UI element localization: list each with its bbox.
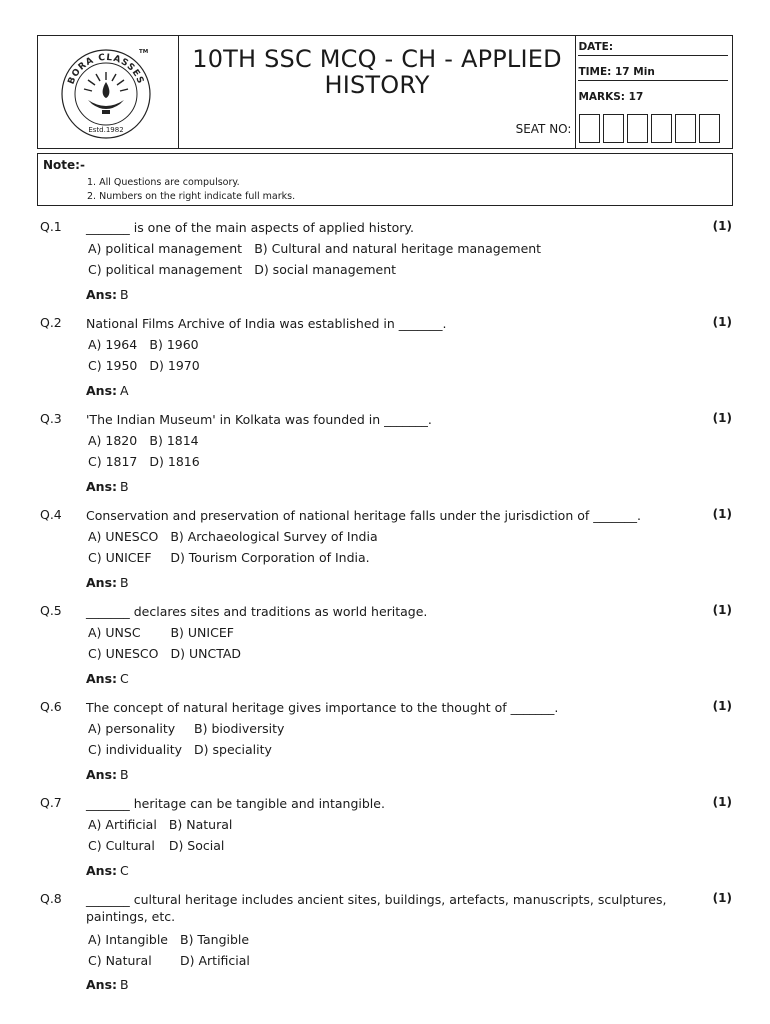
title-line-1: 10TH SSC MCQ - CH - APPLIED [192, 45, 562, 73]
question-number: Q.8 [40, 891, 62, 906]
option[interactable]: C) 1950 [88, 358, 138, 373]
answer-label: Ans: [86, 479, 118, 494]
option[interactable]: A) Artificial [88, 817, 157, 832]
options [88, 238, 553, 280]
answer-value: B [120, 977, 129, 992]
date-label: DATE: [578, 41, 728, 56]
option[interactable]: C) individuality [88, 742, 183, 757]
question-text: The concept of natural heritage gives importance to the thought of _______. [86, 700, 559, 715]
question-marks: (1) [712, 891, 732, 905]
question-marks: (1) [712, 699, 732, 713]
answer [86, 287, 129, 302]
option[interactable]: D) UNCTAD [170, 646, 242, 661]
answer-label: Ans: [86, 383, 118, 398]
option[interactable]: D) 1970 [149, 358, 200, 373]
option[interactable]: B) Tangible [180, 932, 250, 947]
answer-value: B [120, 287, 129, 302]
answer [86, 977, 129, 992]
question-marks: (1) [712, 795, 732, 809]
seat-no-label: SEAT NO: [515, 122, 572, 136]
options [88, 526, 390, 568]
answer-label: Ans: [86, 575, 118, 590]
option[interactable]: C) Cultural [88, 838, 155, 853]
seat-box[interactable] [675, 114, 696, 143]
exam-title [179, 46, 576, 98]
option[interactable]: D) Tourism Corporation of India. [170, 550, 370, 565]
option[interactable]: B) Cultural and natural heritage management [254, 241, 542, 256]
seat-box[interactable] [579, 114, 600, 143]
note-item: 1. All Questions are compulsory. [87, 177, 240, 188]
info-cell [576, 36, 732, 148]
options [88, 718, 296, 760]
question-number: Q.1 [40, 219, 62, 234]
option[interactable]: A) UNSC [88, 625, 141, 640]
option[interactable]: A) political management [88, 241, 243, 256]
question-text: _______ cultural heritage includes ancient sites, buildings, artefacts, manuscripts, sculptures, paintings, etc. [86, 892, 667, 924]
option[interactable]: B) Natural [168, 817, 233, 832]
option[interactable]: A) UNESCO [88, 529, 159, 544]
answer [86, 863, 129, 878]
option[interactable]: A) 1964 [88, 337, 138, 352]
question-number: Q.7 [40, 795, 62, 810]
answer-label: Ans: [86, 977, 118, 992]
logo-estd: Estd.1982 [88, 126, 124, 134]
question-marks: (1) [712, 219, 732, 233]
question-text: _______ declares sites and traditions as world heritage. [86, 604, 428, 619]
question-number: Q.5 [40, 603, 62, 618]
exam-header [37, 35, 733, 149]
question-text: _______ heritage can be tangible and intangible. [86, 796, 385, 811]
option[interactable]: C) UNICEF [88, 550, 152, 565]
options [88, 814, 244, 856]
answer [86, 767, 129, 782]
title-cell [179, 36, 577, 148]
seat-no-boxes [579, 114, 720, 143]
answer [86, 479, 129, 494]
options [88, 929, 262, 971]
answer-value: B [120, 479, 129, 494]
logo-cell [38, 36, 179, 148]
answer-label: Ans: [86, 671, 118, 686]
question-marks: (1) [712, 603, 732, 617]
option[interactable]: A) personality [88, 721, 176, 736]
bora-classes-logo [54, 40, 158, 144]
question-text: National Films Archive of India was established in _______. [86, 316, 447, 331]
answer-value: A [120, 383, 129, 398]
time-label: TIME: 17 Min [578, 66, 728, 81]
question-number: Q.4 [40, 507, 62, 522]
title-line-2: HISTORY [324, 71, 430, 99]
answer-label: Ans: [86, 287, 118, 302]
note-list [87, 176, 295, 204]
option[interactable]: C) UNESCO [88, 646, 159, 661]
seat-box[interactable] [603, 114, 624, 143]
options [88, 622, 253, 664]
question-text: _______ is one of the main aspects of applied history. [86, 220, 414, 235]
question-marks: (1) [712, 507, 732, 521]
option[interactable]: B) biodiversity [194, 721, 285, 736]
question-marks: (1) [712, 315, 732, 329]
option[interactable]: D) Social [168, 838, 225, 853]
marks-label: MARKS: 17 [578, 91, 644, 103]
answer-value: C [120, 671, 129, 686]
option[interactable]: D) social management [254, 262, 397, 277]
seat-box[interactable] [651, 114, 672, 143]
option[interactable]: A) Intangible [88, 932, 168, 947]
answer-label: Ans: [86, 863, 118, 878]
answer-value: B [120, 767, 129, 782]
options [88, 334, 212, 376]
option[interactable]: C) 1817 [88, 454, 138, 469]
option[interactable]: B) Archaeological Survey of India [170, 529, 378, 544]
answer [86, 671, 129, 686]
seat-box[interactable] [699, 114, 720, 143]
question-number: Q.2 [40, 315, 62, 330]
question-text: Conservation and preservation of national heritage falls under the jurisdiction of _______. [86, 508, 641, 523]
option[interactable]: D) 1816 [149, 454, 200, 469]
question-text: 'The Indian Museum' in Kolkata was founded in _______. [86, 412, 432, 427]
seat-box[interactable] [627, 114, 648, 143]
note-title: Note:- [43, 158, 85, 172]
option[interactable]: B) UNICEF [170, 625, 234, 640]
svg-text:BORA CLASSES: BORA CLASSES [66, 52, 146, 86]
option[interactable]: B) 1960 [149, 337, 199, 352]
option[interactable]: C) political management [88, 262, 243, 277]
option[interactable]: B) 1814 [149, 433, 199, 448]
question-number: Q.3 [40, 411, 62, 426]
question-number: Q.6 [40, 699, 62, 714]
option[interactable]: A) 1820 [88, 433, 138, 448]
svg-text:TM: TM [139, 49, 149, 55]
option[interactable]: C) Natural [88, 953, 152, 968]
option[interactable]: D) speciality [194, 742, 272, 757]
question-marks: (1) [712, 411, 732, 425]
answer-label: Ans: [86, 767, 118, 782]
answer-value: C [120, 863, 129, 878]
answer [86, 575, 129, 590]
answer [86, 383, 129, 398]
options [88, 430, 212, 472]
note-box [37, 153, 733, 206]
note-item: 2. Numbers on the right indicate full marks. [87, 191, 296, 202]
answer-value: B [120, 575, 129, 590]
option[interactable]: D) Artificial [180, 953, 250, 968]
